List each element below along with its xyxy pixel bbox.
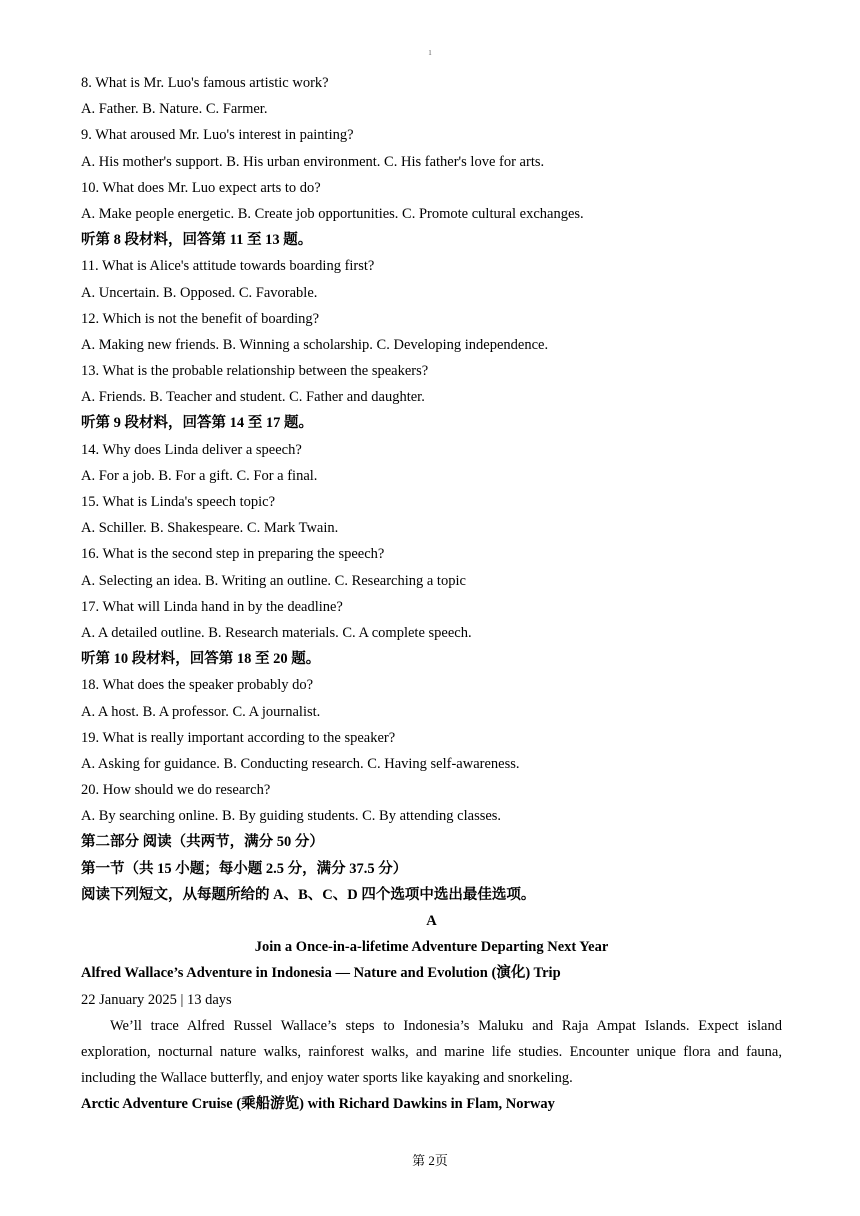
trip-1-title: Alfred Wallace’s Adventure in Indonesia — Nature and Evolution (演化) Trip (81, 965, 561, 982)
part-2-heading: 第二部分 阅读（共两节，满分 50 分） (81, 834, 324, 851)
question-8-options: A. Father. B. Nature. C. Farmer. (81, 101, 268, 118)
question-20: 20. How should we do research? (81, 782, 271, 799)
question-10-options: A. Make people energetic. B. Create job opportunities. C. Promote cultural exchanges. (81, 205, 584, 222)
question-9: 9. What aroused Mr. Luo's interest in painting? (81, 127, 354, 144)
question-9-options: A. His mother's support. B. His urban environment. C. His father's love for arts. (81, 153, 545, 170)
reading-instructions: 阅读下列短文，从每题所给的 A、B、C、D 四个选项中选出最佳选项。 (81, 886, 536, 903)
trip-1-date: 22 January 2025 | 13 days (81, 991, 232, 1008)
question-17: 17. What will Linda hand in by the deadline? (81, 598, 343, 615)
trip-2-title: Arctic Adventure Cruise (乘船游览) with Richard Dawkins in Flam, Norway (81, 1096, 555, 1113)
question-11: 11. What is Alice's attitude towards boarding first? (81, 258, 375, 275)
document-body (81, 70, 782, 1118)
question-8: 8. What is Mr. Luo's famous artistic work? (81, 75, 329, 91)
question-15: 15. What is Linda's speech topic? (81, 494, 276, 510)
question-19-options: A. Asking for guidance. B. Conducting research. C. Having self-awareness. (81, 755, 520, 772)
question-18: 18. What does the speaker probably do? (81, 677, 314, 694)
trip-1-description: We’ll trace Alfred Russel Wallace’s steps to Indonesia’s Maluku and Raja Ampat Islands. Expect island exploration, nocturnal nature walks, rainforest walks, and marine life studies. Encounter unique flora and fauna, including the Wallace butterfly, and enjoy water sports like kayaking and snorkeling. (81, 1017, 782, 1087)
question-18-options: A. A host. B. A professor. C. A journalist. (81, 703, 321, 720)
question-11-options: A. Uncertain. B. Opposed. C. Favorable. (81, 284, 318, 301)
question-17-options: A. A detailed outline. B. Research materials. C. A complete speech. (81, 624, 472, 641)
passage-title: Join a Once-in-a-lifetime Adventure Departing Next Year (254, 939, 609, 956)
question-14-options: A. For a job. B. For a gift. C. For a final. (81, 467, 318, 484)
question-15-options: A. Schiller. B. Shakespeare. C. Mark Twain. (81, 520, 339, 537)
question-13: 13. What is the probable relationship between the speakers? (81, 363, 429, 380)
passage-label: A (426, 913, 437, 929)
question-12: 12. Which is not the benefit of boarding? (81, 310, 320, 327)
section-heading-9: 听第 9 段材料，回答第 14 至 17 题。 (81, 415, 313, 432)
question-20-options: A. By searching online. B. By guiding students. C. By attending classes. (81, 808, 502, 825)
question-13-options: A. Friends. B. Teacher and student. C. Father and daughter. (81, 389, 425, 406)
question-12-options: A. Making new friends. B. Winning a scholarship. C. Developing independence. (81, 336, 549, 353)
section-heading-10: 听第 10 段材料，回答第 18 至 20 题。 (81, 651, 321, 668)
page-header-mark: 1 (428, 49, 432, 57)
section-heading-8: 听第 8 段材料，回答第 11 至 13 题。 (81, 232, 313, 249)
question-16: 16. What is the second step in preparing the speech? (81, 546, 385, 563)
question-14: 14. Why does Linda deliver a speech? (81, 441, 302, 458)
question-16-options: A. Selecting an idea. B. Writing an outline. C. Researching a topic (81, 572, 466, 589)
question-10: 10. What does Mr. Luo expect arts to do? (81, 179, 321, 196)
question-19: 19. What is really important according to the speaker? (81, 729, 396, 746)
part-2-section-1-heading: 第一节（共 15 小题；每小题 2.5 分，满分 37.5 分） (81, 860, 408, 877)
page-number: 第 2页 (412, 1153, 448, 1168)
